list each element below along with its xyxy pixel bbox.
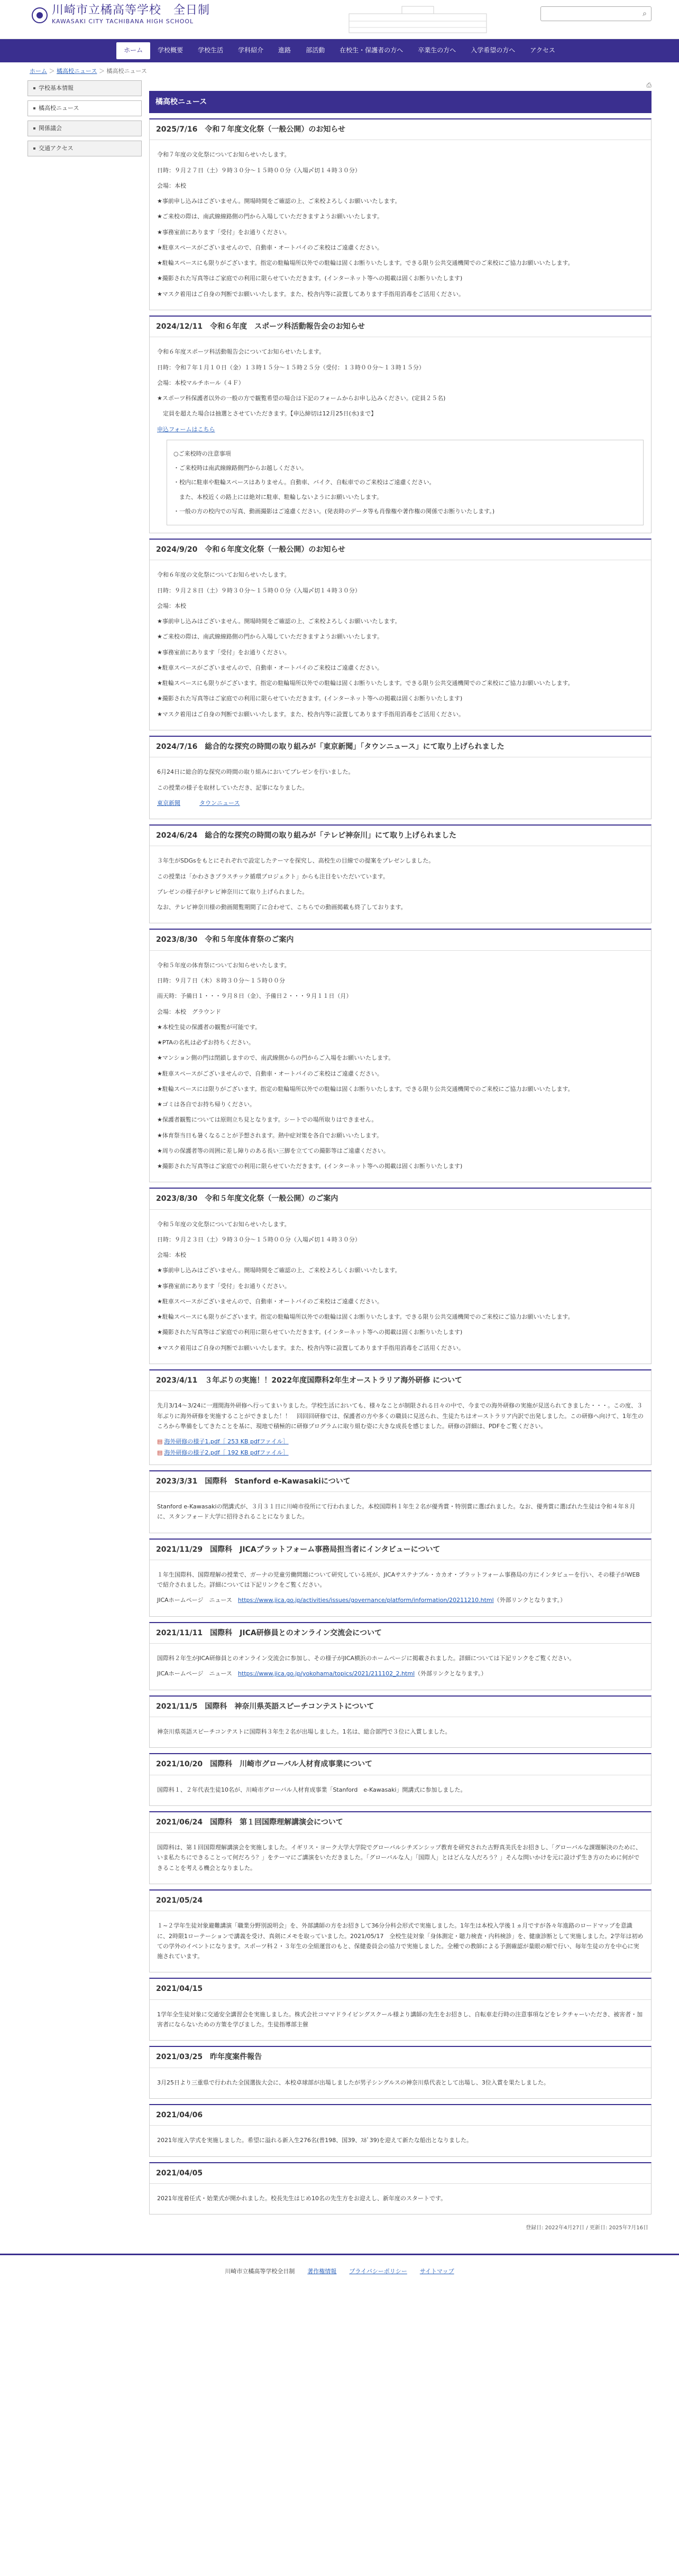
news-paragraph: 会場：本校 xyxy=(157,602,186,609)
news-paragraph: 令和５年度の文化祭についてお知らせいたします。 xyxy=(157,1220,290,1228)
news-article-body xyxy=(150,1833,651,1884)
school-building-illustration xyxy=(338,3,497,35)
nav-item[interactable]: 卒業生の方へ xyxy=(418,47,456,54)
news-paragraph: ★駐車スペースがございませんので、自動車・オートバイのご来校はご遠慮ください。 xyxy=(157,1070,383,1077)
notice-item: ・校内に駐車や駐輪スペースはありません。自動車、バイク、自転車でのご来校はご遠慮ください。 xyxy=(173,479,435,486)
news-article xyxy=(149,1622,652,1690)
news-article-title: 2021/04/06 xyxy=(150,2105,651,2126)
search-box xyxy=(540,6,652,21)
nav-item[interactable]: 入学希望の方へ xyxy=(471,47,516,54)
site-header xyxy=(0,0,679,39)
news-paragraph: １~２学年生徒対象避難講演「職業分野別説明会」を、外部講師の方をお招きして36分分科会形式で実施しました。1年生は本校入学後１ヵ月ですが各々年進路のロードマップを意識に、2時限1ローテーションで講義を受け、真剣にメモを取っていました。2021/05/17 全校生徒対象「身体測定・聴力検査・内科検診」を、健康診断として実施しました。2学年は初めての学外のイベントになります。スポーツ科２・３年生の全組運営のもと、保健委員会の協力で実施しました。全種での教師による予測確認が量眼の順で行い、毎年生徒の方を中心に実施されています。 xyxy=(157,1922,644,1960)
news-paragraph: 6月24日に総合的な探究の時間の取り組みにおいてプレゼンを行いました。 xyxy=(157,768,354,776)
reference-label: JICAホームページ ニュース xyxy=(157,1597,238,1604)
news-paragraph: 令和７年度の文化祭についてお知らせいたします。 xyxy=(157,151,290,159)
footer-link-sitemap[interactable]: サイトマップ xyxy=(419,2267,454,2275)
news-paragraph: ★撮影された写真等はご家庭での利用に限らせていただきます。(インターネット等への掲載は固くお断りいたします) xyxy=(157,1163,463,1170)
site-footer xyxy=(0,2254,679,2287)
breadcrumb-home[interactable]: ホーム xyxy=(30,68,47,75)
news-paragraph: ★駐車スペースがございませんので、自動車・オートバイのご来校はご遠慮ください。 xyxy=(157,244,383,251)
news-paragraph: ★駐輪スペースにも限りがございます。指定の駐輪場所以外での駐輪は固くお断りいたします。できる限り公共交通機関でのご来校にご協力お願いいたします。 xyxy=(157,680,574,687)
school-name-en: KAWASAKI CITY TACHIBANA HIGH SCHOOL xyxy=(52,18,194,25)
nav-item[interactable]: 学校概要 xyxy=(158,47,183,54)
site-logo[interactable] xyxy=(32,4,210,26)
news-article xyxy=(149,2162,652,2215)
news-article-body xyxy=(150,757,651,819)
news-article-body xyxy=(150,2000,651,2041)
reference-note: （外部リンクとなります。） xyxy=(493,1597,566,1604)
reference-note: （外部リンクとなります。） xyxy=(415,1670,487,1678)
news-article xyxy=(149,736,652,819)
main-content xyxy=(149,80,652,2244)
sidebar xyxy=(27,80,142,2244)
printer-icon[interactable]: ⎙ xyxy=(646,81,652,89)
news-paragraph: 2021年度着任式・始業式が開かれました。校長先生はじめ10名の先生方をお迎えし、新年度のスタートです。 xyxy=(157,2194,447,2202)
news-article xyxy=(149,1889,652,1972)
print-row xyxy=(149,80,652,89)
news-paragraph: ★駐車スペースがございませんので、自動車・オートバイのご来校はご遠慮ください。 xyxy=(157,664,383,671)
nav-item[interactable]: 学校生活 xyxy=(198,47,224,54)
news-article-body xyxy=(150,1492,651,1533)
news-paragraph: ★事前申し込みはございません。開場時間をご確認の上、ご来校よろしくお願いいたします。 xyxy=(157,1267,401,1274)
breadcrumb-separator: ＞ xyxy=(49,68,55,75)
news-article-body xyxy=(150,2126,651,2156)
news-article-title: 2024/12/11 令和６年度 スポーツ科活動報告会のお知らせ xyxy=(150,317,651,337)
news-article-body xyxy=(150,1644,651,1690)
news-paragraph: ★本校生徒の保護者の観覧が可能です。 xyxy=(157,1023,261,1031)
pdf-link-row xyxy=(157,1437,644,1447)
news-article xyxy=(149,1470,652,1533)
search-input[interactable] xyxy=(541,7,638,21)
footer-site-name: 川崎市立橘高等学校全日制 xyxy=(225,2267,295,2275)
external-news-link[interactable]: 東京新聞 xyxy=(157,799,180,807)
news-article-body xyxy=(150,1911,651,1972)
news-paragraph: 国際科１、２年代表生徒10名が、川崎市グローバル人材育成事業「Stanford e-Kawasaki」開講式に参加しました。 xyxy=(157,1786,466,1793)
news-article-body xyxy=(150,846,651,923)
breadcrumb-parent[interactable]: 橘高校ニュース xyxy=(57,68,97,75)
news-paragraph: ★事前申し込みはございません。開場時間をご確認の上、ご来校よろしくお願いいたします。 xyxy=(157,198,401,205)
news-article xyxy=(149,539,652,730)
news-article xyxy=(149,824,652,923)
nav-item[interactable]: 学科紹介 xyxy=(238,47,264,54)
news-article-body xyxy=(150,2184,651,2214)
news-article xyxy=(149,118,652,310)
breadcrumb-separator: ＞ xyxy=(98,68,105,75)
news-paragraph: 会場：本校 グラウンド xyxy=(157,1008,221,1015)
news-paragraph: ★事前申し込みはございません。開場時間をご確認の上、ご来校よろしくお願いいたします。 xyxy=(157,618,401,625)
bullet-icon xyxy=(33,87,35,89)
news-paragraph: ★マスク着用はご自身の判断でお願いいたします。また、校舎内等に設置してあります手指用消毒をご活用ください。 xyxy=(157,290,464,298)
pdf-icon: ▤ xyxy=(157,1449,163,1457)
news-paragraph: なお、テレビ神奈川様の動画閲覧期間了に合わせて、こちらでの動画掲載も終了しております。 xyxy=(157,904,407,911)
sidebar-item-label: 学校基本情報 xyxy=(39,84,74,91)
school-emblem-icon xyxy=(32,7,48,23)
news-paragraph: 令和６年度スポーツ科活動報告会についてお知らせいたします。 xyxy=(157,348,325,356)
news-paragraph: 雨天時：予備日１・・・９月８日（金）、予備日２・・・９月１１日（月） xyxy=(157,993,352,1000)
news-paragraph: ★マンション側の門は閉鎖しますので、南武線側からの門からご入場をお願いいたします。 xyxy=(157,1054,394,1062)
global-nav xyxy=(0,39,679,62)
news-paragraph: ★スポーツ科保護者以外の一般の方で観覧希望の場合は下記のフォームからお申し込みください。(定員２５名) xyxy=(157,395,446,402)
news-paragraph: 1学年全生徒対象に交通安全講習会を実施しました。株式会社コママドライビングスクール様より講師の先生をお招きし、自転車走行時の注意事項などをレクチャーいただき、被害者・加害者にならないための方策を学びました。生徒指導部主催 xyxy=(157,2010,643,2028)
news-paragraph: この授業は「かわさきプラスチック循環プロジェクト」からも注目をいただいています。 xyxy=(157,873,389,880)
news-article-title: 2024/7/16 総合的な探究の時間の取り組みが「東京新聞」「タウンニュース」にて取り上げられました xyxy=(150,737,651,757)
news-article-title: 2021/04/15 xyxy=(150,1979,651,1999)
news-paragraph: 日時：９月２７日（土）９時３０分～１５時００分（入場〆切１４時３０分） xyxy=(157,166,361,174)
news-paragraph: 先月3/14～3/24に一週間海外研修へ行ってまいりました。学校生活においても、様々なことが制限される日々の中で、今までの海外研修の実施が見送られてきました・・・。この度、３年ぶりに海外研修を実施することができました！！ 回回回研修では、保護者の方や多くの職員に見送られ、生徒たちはオーストラリア内訳で出発しました。この研修へ向けて、1年生のころから準備をしてきたことを基に、現地で積極的に研修プログラムに取り組む姿に大きな成長を感じました。研修の詳細は、PDFをご覧ください。 xyxy=(157,1402,644,1430)
reference-link[interactable]: https://www.jica.go.jp/activities/issues/governance/platform/information/20211210.html xyxy=(237,1597,494,1604)
news-paragraph: Stanford e-Kawasakiの閉講式が、３月３１日に川崎市役所にて行われました。本校国際科１年生２名が優秀賞・特別賞に選ばれました。なお、優秀賞に選ばれた生徒は令和４年８月に、スタンフォード大学に招待されることになりました。 xyxy=(157,1503,636,1521)
news-article-body xyxy=(150,560,651,730)
news-paragraph: ★ご来校の際は、南武線線路側の門から入場していただきますようお願いいたします。 xyxy=(157,633,383,641)
news-article xyxy=(149,1978,652,2041)
external-news-link[interactable]: タウンニュース xyxy=(199,799,240,807)
news-paragraph: この授業の様子を取材していただき、記事になりました。 xyxy=(157,784,308,791)
news-paragraph: 国際科は、第１回国際理解講演会を実施しました。イギリス・ヨーク大学大学院でグローバルシチズンシップ教育を研究された古野真美氏をお招きし、「グローバルな課題解決のために、いま私たちにできることって何だろう？」をテーマにご講演をいただきました。「グローバルな人」「国際人」とはどんな人だろう？」そんな問いかけを元に設けず生き方のために何ができることを考える機会となりました。 xyxy=(157,1844,641,1871)
news-article-body xyxy=(150,951,651,1182)
sidebar-item-label: 交通アクセス xyxy=(39,144,74,152)
news-paragraph: ★事務室前にあります「受付」をお通りください。 xyxy=(157,228,290,236)
news-paragraph: ★駐輪スペースにも限りがございます。指定の駐輪場所以外での駐輪は固くお断りいたします。できる限り公共交通機関でのご来校にご協力お願いいたします。 xyxy=(157,1313,574,1321)
news-paragraph: 日時：９月２３日（土）９時３０分～１５時００分（入場〆切１４時３０分） xyxy=(157,1236,361,1243)
notice-item: ・一般の方の校内での写真、動画撮影はご遠慮ください。(発表時のデータ等も肖像権や著作権の関係でお断りいたします。) xyxy=(173,507,495,515)
news-article-title: 2021/04/05 xyxy=(150,2163,651,2184)
news-paragraph: 国際科２年生がJICA研修員とのオンライン交流会に参加し、その様子がJICA横浜のホームページに掲載されました。詳細については下記リンクをご覧ください。 xyxy=(157,1655,575,1662)
news-paragraph: 会場：本校マルチホール（４Ｆ） xyxy=(157,379,244,386)
news-paragraph: 令和６年度の文化祭についてお知らせいたします。 xyxy=(157,571,290,579)
footer-link-privacy[interactable]: プライバシーポリシー xyxy=(349,2267,407,2275)
news-article-body xyxy=(150,1560,651,1616)
news-paragraph: ★マスク着用はご自身の判断でお願いいたします。また、校舎内等に設置してあります手指用消毒をご活用ください。 xyxy=(157,1344,464,1351)
reference-row xyxy=(157,1595,644,1605)
news-article-title: 2021/11/29 国際科 JICAプラットフォーム事務局担当者にインタビューについて xyxy=(150,1540,651,1560)
pdf-link[interactable]: 海外研修の様子2.pdf［ 192 KB pdfファイル］ xyxy=(164,1449,289,1457)
footer-link-copyright[interactable]: 著作権情報 xyxy=(307,2267,337,2275)
news-paragraph: 神奈川県英語スピーチコンテストに国際科３年生２名が出場しました。1名は、総合部門で３位に入賞しました。 xyxy=(157,1728,451,1735)
breadcrumb xyxy=(0,62,679,80)
news-article-body xyxy=(150,140,651,310)
news-paragraph: ★駐輪スペースには限りがございます。指定の駐輪場所以外での駐輪は固くお断りいたします。できる限り公共交通機関でのご来校にご協力お願いいたします。 xyxy=(157,1085,574,1092)
news-paragraph: ★駐車スペースがございませんので、自動車・オートバイのご来校はご遠慮ください。 xyxy=(157,1298,383,1305)
news-article xyxy=(149,1539,652,1617)
notice-box xyxy=(167,440,644,525)
search-icon[interactable]: ⌕ xyxy=(643,9,647,18)
news-article-title: 2021/11/11 国際科 JICA研修員とのオンライン交流会について xyxy=(150,1623,651,1644)
breadcrumb-current: 橘高校ニュース xyxy=(106,68,147,75)
school-name: 川崎市立橘高等学校 全日制 xyxy=(52,4,210,17)
news-article xyxy=(149,929,652,1182)
nav-item[interactable]: アクセス xyxy=(530,47,555,54)
nav-item[interactable]: 進路 xyxy=(278,47,291,54)
news-article-body xyxy=(150,1391,651,1464)
news-article-title: 2024/9/20 令和６年度文化祭（一般公開）のお知らせ xyxy=(150,540,651,560)
sidebar-item-label: 関係議会 xyxy=(39,124,62,132)
news-article-body xyxy=(150,1775,651,1805)
reference-row xyxy=(157,1669,644,1679)
sidebar-item[interactable] xyxy=(27,121,142,136)
news-article-body xyxy=(150,1717,651,1747)
news-article-title: 2021/05/24 xyxy=(150,1891,651,1911)
news-paragraph: 会場：本校 xyxy=(157,1252,186,1259)
nav-item[interactable]: 部活動 xyxy=(306,47,325,54)
news-paragraph: ★撮影された写真等はご家庭での利用に限らせていただきます。(インターネット等への掲載は固くお断りいたします) xyxy=(157,1329,463,1336)
notice-item: また、本校近くの路上には絶対に駐車、駐輪しないようにお願いいたします。 xyxy=(173,493,383,501)
notice-item: ・ご来校時は南武線線路側門からお越しください。 xyxy=(173,465,307,472)
news-paragraph: ★保護者観覧については原則立ち見となります。シートでの場所取りはできません。 xyxy=(157,1116,378,1124)
pdf-link-row xyxy=(157,1448,644,1458)
news-paragraph: ★撮影された写真等はご家庭での利用に限らせていただきます。(インターネット等への掲載は固くお断りいたします) xyxy=(157,275,463,282)
news-article-title: 2021/11/5 国際科 神奈川県英語スピーチコンテストについて xyxy=(150,1697,651,1717)
news-links-row xyxy=(157,798,644,808)
news-article-title: 2023/4/11 ３年ぶりの実施！！2022年度国際科2年生オーストラリア海外研修 について xyxy=(150,1370,651,1391)
news-paragraph: ３年生がSDGsをもとにそれぞれで設定したテーマを探究し、高校生の目線での提案をプレゼンしました。 xyxy=(157,857,435,865)
reference-label: JICAホームページ ニュース xyxy=(157,1670,238,1678)
news-paragraph: 令和５年度の体育祭についてお知らせいたします。 xyxy=(157,961,290,969)
news-article-title: 2023/8/30 令和５年度体育祭のご案内 xyxy=(150,930,651,950)
news-list xyxy=(149,118,652,2220)
nav-item[interactable]: 在校生・保護者の方へ xyxy=(340,47,403,54)
news-paragraph: １年生国際科、国際理解の授業で、ガーナの児童労働問題について研究している班が、JICAサステナブル・カカオ・プラットフォーム事務局の方にインタビューを行い、その様子がWEBで紹介されました。詳細については下記リンクをご覧ください。 xyxy=(157,1571,640,1589)
news-paragraph: 3月25日より三重県で行われた全国選抜大会に、本校卓球部が出場しましたが男子シングルスの神奈川県代表として出場し、3位入賞を果たしました。 xyxy=(157,2079,549,2086)
pdf-icon: ▤ xyxy=(157,1438,163,1445)
news-paragraph: ★撮影された写真等はご家庭での利用に限らせていただきます。(インターネット等への掲載は固くお断りいたします) xyxy=(157,695,463,702)
news-article-title: 2021/03/25 昨年度案件報告 xyxy=(150,2047,651,2068)
news-article xyxy=(149,2046,652,2099)
page-title: 橘高校ニュース xyxy=(149,91,652,113)
news-article-body xyxy=(150,337,651,533)
apply-form-link[interactable]: 申込フォームはこちら xyxy=(157,425,215,433)
news-article-title: 2025/7/16 令和７年度文化祭（一般公開）のお知らせ xyxy=(150,119,651,140)
news-paragraph: プレゼンの様子がテレビ神奈川にて取り上げられました。 xyxy=(157,888,308,895)
news-article-body xyxy=(150,2068,651,2098)
news-paragraph: ★事務室前にあります「受付」をお通りください。 xyxy=(157,1282,290,1290)
pdf-link[interactable]: 海外研修の様子1.pdf［ 253 KB pdfファイル］ xyxy=(164,1438,289,1445)
news-article xyxy=(149,1695,652,1748)
bullet-icon xyxy=(33,147,35,150)
news-article xyxy=(149,1753,652,1806)
news-article-title: 2021/10/20 国際科 川崎市グローバル人材育成事業について xyxy=(150,1754,651,1775)
sidebar-item[interactable] xyxy=(27,100,142,116)
notice-heading: ○ご来校時の注意事項 xyxy=(173,450,231,457)
news-article xyxy=(149,2104,652,2157)
news-article xyxy=(149,1188,652,1364)
news-article-body xyxy=(150,1210,651,1364)
news-link-row xyxy=(157,424,644,434)
news-paragraph: ★ご来校の際は、南武線線路側の門から入場していただきますようお願いいたします。 xyxy=(157,213,383,220)
news-article-title: 2024/6/24 総合的な探究の時間の取り組みが「テレビ神奈川」にて取り上げられました xyxy=(150,826,651,846)
news-article xyxy=(149,316,652,533)
bullet-icon xyxy=(33,127,35,129)
news-paragraph: ★事務室前にあります「受付」をお通りください。 xyxy=(157,648,290,656)
sidebar-item-label: 橘高校ニュース xyxy=(39,104,79,112)
sidebar-item[interactable] xyxy=(27,80,142,96)
news-article-title: 2021/06/24 国際科 第１回国際理解講演会について xyxy=(150,1812,651,1833)
reference-link[interactable]: https://www.jica.go.jp/yokohama/topics/2021/211102_2.html xyxy=(237,1670,415,1678)
news-paragraph: ★ゴミは各自でお持ち帰りください。 xyxy=(157,1101,255,1108)
sidebar-item[interactable] xyxy=(27,141,142,156)
news-paragraph: 日時：９月７日（木）８時３０分～１５時００分 xyxy=(157,977,285,985)
news-paragraph: ★PTAの名札は必ずお持ちください。 xyxy=(157,1039,254,1046)
news-paragraph: ★マスク着用はご自身の判断でお願いいたします。また、校舎内等に設置してあります手指用消毒をご活用ください。 xyxy=(157,710,464,718)
news-paragraph: ★駐輪スペースにも限りがございます。指定の駐輪場所以外での駐輪は固くお断りいたします。できる限り公共交通機関でのご来校にご協力お願いいたします。 xyxy=(157,260,574,267)
bullet-icon xyxy=(33,107,35,109)
news-article xyxy=(149,1811,652,1884)
news-paragraph: ★体育祭当日も暑くなることが予想されます。熱中症対策を各自でお願いいたします。 xyxy=(157,1132,383,1139)
news-article-title: 2023/3/31 国際科 Stanford e-Kawasakiについて xyxy=(150,1471,651,1492)
global-nav-list xyxy=(116,39,563,62)
news-paragraph: 2021年度入学式を実施しました。希望に溢れる新入生276名(普198、国39、ｽﾎﾟ39)を迎えて新たな船出となりました。 xyxy=(157,2137,473,2144)
news-paragraph: 日時：９月２８日（土）９時３０分～１５時００分（入場〆切１４時３０分） xyxy=(157,587,361,594)
nav-item[interactable]: ホーム xyxy=(116,42,150,59)
page-container xyxy=(0,80,679,2244)
update-info: 登録日: 2022年4月27日 / 更新日: 2025年7月16日 xyxy=(526,2225,648,2231)
news-paragraph: 定員を超えた場合は抽選とさせていただきます。【申込締切は12月25日(水)まで】 xyxy=(157,410,377,418)
news-paragraph: 会場：本校 xyxy=(157,182,186,189)
news-paragraph: ★周りの保護者等の周囲に差し障りのある長い三脚を立てての撮影等はご遠慮ください。 xyxy=(157,1147,389,1154)
news-paragraph: 日時：令和７年１月１０日（金）１３時１５分～１５時２５分（受付：１３時００分～１３時１５分） xyxy=(157,364,425,371)
news-article-title: 2023/8/30 令和５年度文化祭（一般公開）のご案内 xyxy=(150,1189,651,1209)
news-article xyxy=(149,1369,652,1465)
